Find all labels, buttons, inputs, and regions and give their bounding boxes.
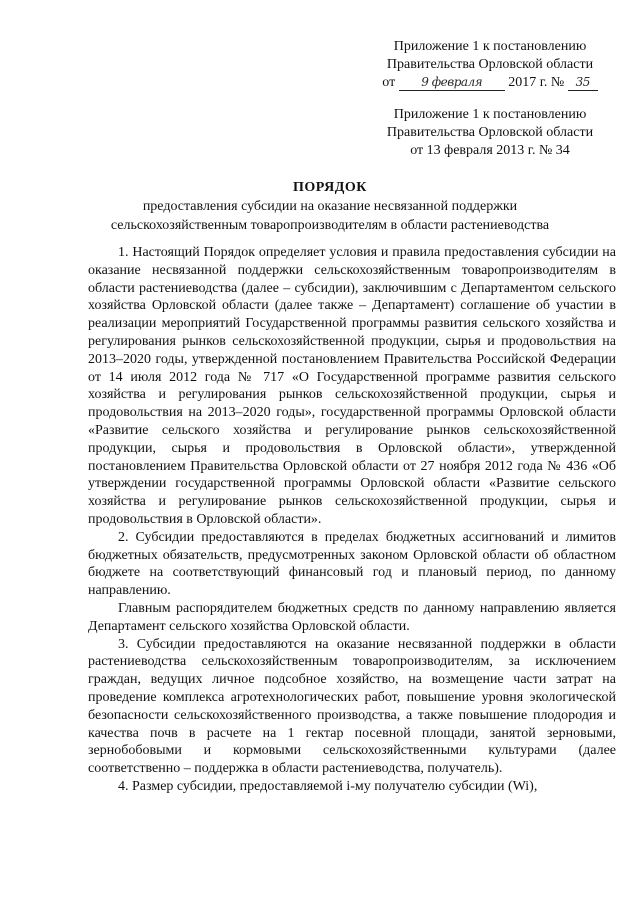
paragraph-3: 3. Субсидии предоставляются на оказание несвязанной поддержки в области растениеводства сельскохозяйственным товаропроизводителям, за исключением граждан, ведущих личное подсобное хозяйство, на возмещение части затрат на проведение комплекса агротехнологических работ, повышение уровня экологической безопасности сельскохозяйственного производства, а также повышение плодородия и качества почв в расчете на 1 гектар посевной площади, занятой зерновыми, зернобобовыми и кормовыми сельскохозяйственными культурами (далее соответственно – поддержка в области растениеводства, получатель). bbox=[88, 636, 616, 777]
document-title-block bbox=[40, 178, 620, 235]
original-header bbox=[365, 106, 615, 160]
date-prefix: от bbox=[382, 75, 396, 90]
document-subtitle-line-1: предоставления субсидии на оказание несвязанной поддержки bbox=[142, 199, 518, 214]
paragraph-4: 4. Размер субсидии, предоставляемой i-му получателю субсидии (Wi), bbox=[118, 778, 538, 794]
handwritten-number-text: 35 bbox=[575, 75, 590, 89]
paragraph-1: 1. Настоящий Порядок определяет условия и правила предоставления субсидии на оказание несвязанной поддержки сельскохозяйственным товаропроизводителям в области растениеводства (далее – субсидии), заключившим с Департаментом сельского хозяйства Орловской области (далее также – Департамент) соглашение об участии в реализации мероприятий Государственной программы развития сельского хозяйства и регулирования рынков сельскохозяйственной продукции, сырья и продовольствия на 2013–2020 годы, утвержденной постановлением Правительства Российской Федерации от 14 июля 2012 года № 717 «О Государственной программе развития сельского хозяйства и регулирования рынков сельскохозяйственной продукции, сырья и продовольствия на 2013–2020 годы», государственной программы Орловской области «Развитие сельского хозяйства и регулирование рынков сельскохозяйственной продукции, сырья и продовольствия в Орловской области», утвержденной постановлением Правительства Орловской области от 27 ноября 2012 года № 436 «Об утверждении государственной программы Орловской области «Развитие сельского хозяйства и регулирование рынков сельскохозяйственной продукции, сырья и продовольствия в Орловской области». bbox=[88, 245, 616, 527]
appendix-line: Приложение 1 к постановлению bbox=[393, 39, 587, 54]
document-subtitle-line-2: сельскохозяйственным товаропроизводителям в области растениеводства bbox=[110, 218, 550, 233]
original-appendix-line: Приложение 1 к постановлению bbox=[393, 107, 587, 122]
year-number-label: 2017 г. № bbox=[508, 75, 565, 90]
original-government-line: Правительства Орловской области bbox=[386, 125, 594, 140]
original-date-line: от 13 февраля 2013 г. № 34 bbox=[410, 143, 570, 158]
handwritten-date-text: 9 февраля bbox=[421, 75, 483, 89]
amendment-header bbox=[365, 38, 615, 92]
handwritten-number bbox=[568, 75, 598, 91]
government-line: Правительства Орловской области bbox=[386, 57, 594, 72]
handwritten-date bbox=[399, 75, 505, 91]
document-heading: ПОРЯДОК bbox=[293, 180, 367, 195]
document-body bbox=[88, 244, 616, 796]
paragraph-2-continuation: Главным распорядителем бюджетных средств по данному направлению является Департамент сельского хозяйства Орловской области. bbox=[88, 600, 616, 634]
date-number-line bbox=[365, 74, 615, 92]
paragraph-2: 2. Субсидии предоставляются в пределах бюджетных ассигнований и лимитов бюджетных обязательств, предусмотренных законом Орловской области об областном бюджете на соответствующий финансовый год и плановый период, по данному направлению. bbox=[88, 529, 616, 599]
